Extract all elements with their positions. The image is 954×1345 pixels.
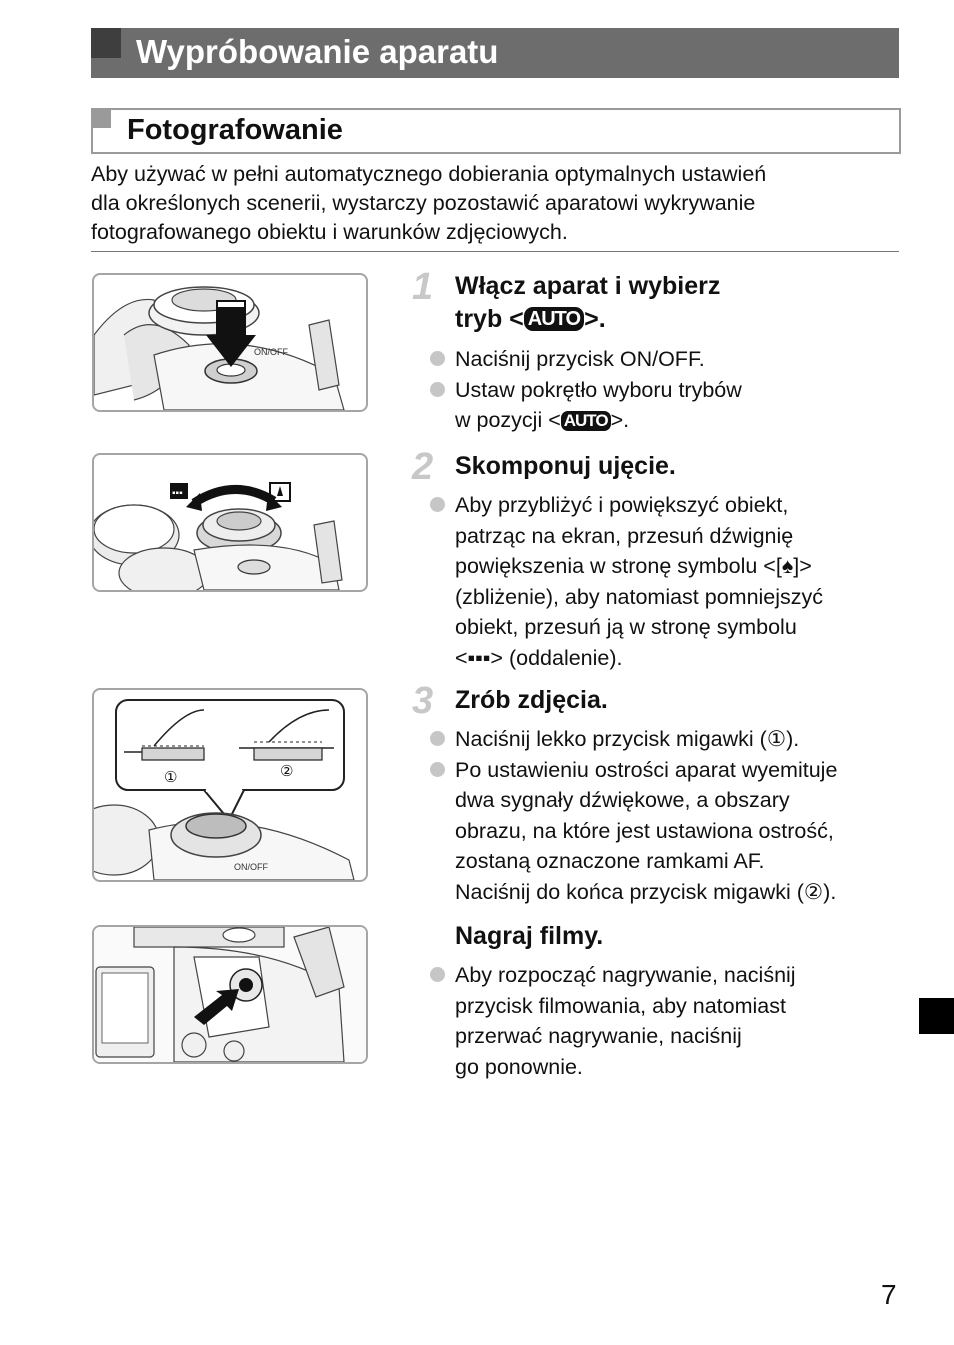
- bullet-line: obiekt, przesuń ją w stronę symbolu: [455, 615, 797, 639]
- page-number: 7: [881, 1279, 897, 1310]
- bullet-line: (zbliżenie), aby natomiast pomniejszyć: [455, 584, 824, 609]
- section-square-icon: [91, 108, 111, 128]
- bullet-line: Aby przybliżyć i powiększyć obiekt,: [455, 493, 789, 517]
- bullet-line: Naciśnij do końca przycisk migawki (②).: [455, 879, 837, 904]
- bullet-text: Naciśnij przycisk ON/OFF.: [455, 347, 705, 371]
- bullet-item: [428, 755, 888, 908]
- step-bullets: [428, 344, 888, 436]
- full-press-label: ②: [280, 762, 294, 780]
- bullet-line: Aby rozpocząć nagrywanie, naciśnij: [455, 963, 796, 987]
- bullet-line: przycisk filmowania, aby natomiast: [455, 993, 786, 1018]
- svg-text:▪▪▪: ▪▪▪: [172, 488, 183, 499]
- bullet-line: obrazu, na które jest ustawiona ostrość,: [455, 818, 834, 843]
- step-heading: Skomponuj ujęcie.: [455, 452, 676, 480]
- bullet-dot-icon: [430, 967, 445, 982]
- auto-mode-icon: AUTO: [524, 307, 584, 331]
- power-button-illustration: [92, 273, 368, 412]
- step-number: 2: [412, 446, 434, 488]
- movie-button-illustration: [92, 925, 368, 1064]
- step-heading: Zrób zdjęcia.: [455, 686, 608, 714]
- zoom-lever-illustration: [92, 453, 368, 592]
- intro-line: fotografowanego obiektu i warunków zdjęciowych.: [91, 220, 568, 244]
- bullet-dot-icon: [430, 731, 445, 746]
- bullet-line: <▪▪▪> (oddalenie).: [455, 645, 623, 670]
- chapter-thumb-tab: [919, 998, 954, 1034]
- bullet-item: [428, 375, 888, 436]
- section-title: Fotografowanie: [127, 114, 343, 146]
- step-bullets: [428, 490, 888, 673]
- chapter-title-square-icon: [91, 28, 121, 58]
- bullet-dot-icon: [430, 497, 445, 512]
- bullet-text: w pozycji <: [455, 408, 561, 432]
- bullet-dot-icon: [430, 351, 445, 366]
- bullet-item: [428, 960, 888, 1082]
- auto-mode-icon: AUTO: [561, 411, 611, 431]
- bullet-line: go ponownie.: [455, 1054, 583, 1079]
- chapter-title: Wypróbowanie aparatu: [136, 33, 499, 70]
- step-heading: [455, 270, 895, 336]
- bullet-dot-icon: [430, 382, 445, 397]
- intro-paragraph: [91, 160, 891, 247]
- step-heading: Nagraj filmy.: [455, 922, 604, 950]
- on-off-label: ON/OFF: [254, 347, 288, 357]
- bullet-text: Ustaw pokrętło wyboru trybów: [455, 377, 742, 402]
- step-heading-line: Włącz aparat i wybierz: [455, 272, 721, 300]
- bullet-line: Po ustawieniu ostrości aparat wyemituje: [455, 757, 838, 782]
- intro-line: Aby używać w pełni automatycznego dobierania optymalnych ustawień: [91, 162, 767, 186]
- step-heading-line: [455, 303, 895, 336]
- bullet-item: [428, 724, 888, 755]
- bullet-line: przerwać nagrywanie, naciśnij: [455, 1024, 742, 1048]
- bullet-line: zostaną oznaczone ramkami AF.: [455, 849, 765, 873]
- heading-text: tryb <: [455, 305, 524, 333]
- shutter-button-illustration: [92, 688, 368, 882]
- bullet-item: [428, 344, 888, 375]
- on-off-label: ON/OFF: [234, 862, 268, 872]
- intro-line: dla określonych scenerii, wystarczy pozostawić aparatowi wykrywanie: [91, 191, 756, 215]
- step-number: 3: [412, 680, 434, 722]
- bullet-line: patrząc na ekran, przesuń dźwignię: [455, 523, 794, 548]
- heading-text: >.: [584, 305, 606, 333]
- bullet-line: dwa sygnały dźwiękowe, a obszary: [455, 788, 790, 812]
- bullet-item: [428, 490, 888, 673]
- bullet-line: powiększenia w stronę symbolu <[♠]>: [455, 554, 812, 578]
- half-press-label: ①: [164, 768, 178, 786]
- divider: [91, 251, 899, 252]
- step-bullets: [428, 724, 888, 907]
- bullet-dot-icon: [430, 762, 445, 777]
- bullet-text: >.: [610, 408, 630, 432]
- step-bullets: [428, 960, 888, 1082]
- step-number: 1: [412, 266, 434, 308]
- bullet-text: Naciśnij lekko przycisk migawki (①).: [455, 727, 800, 751]
